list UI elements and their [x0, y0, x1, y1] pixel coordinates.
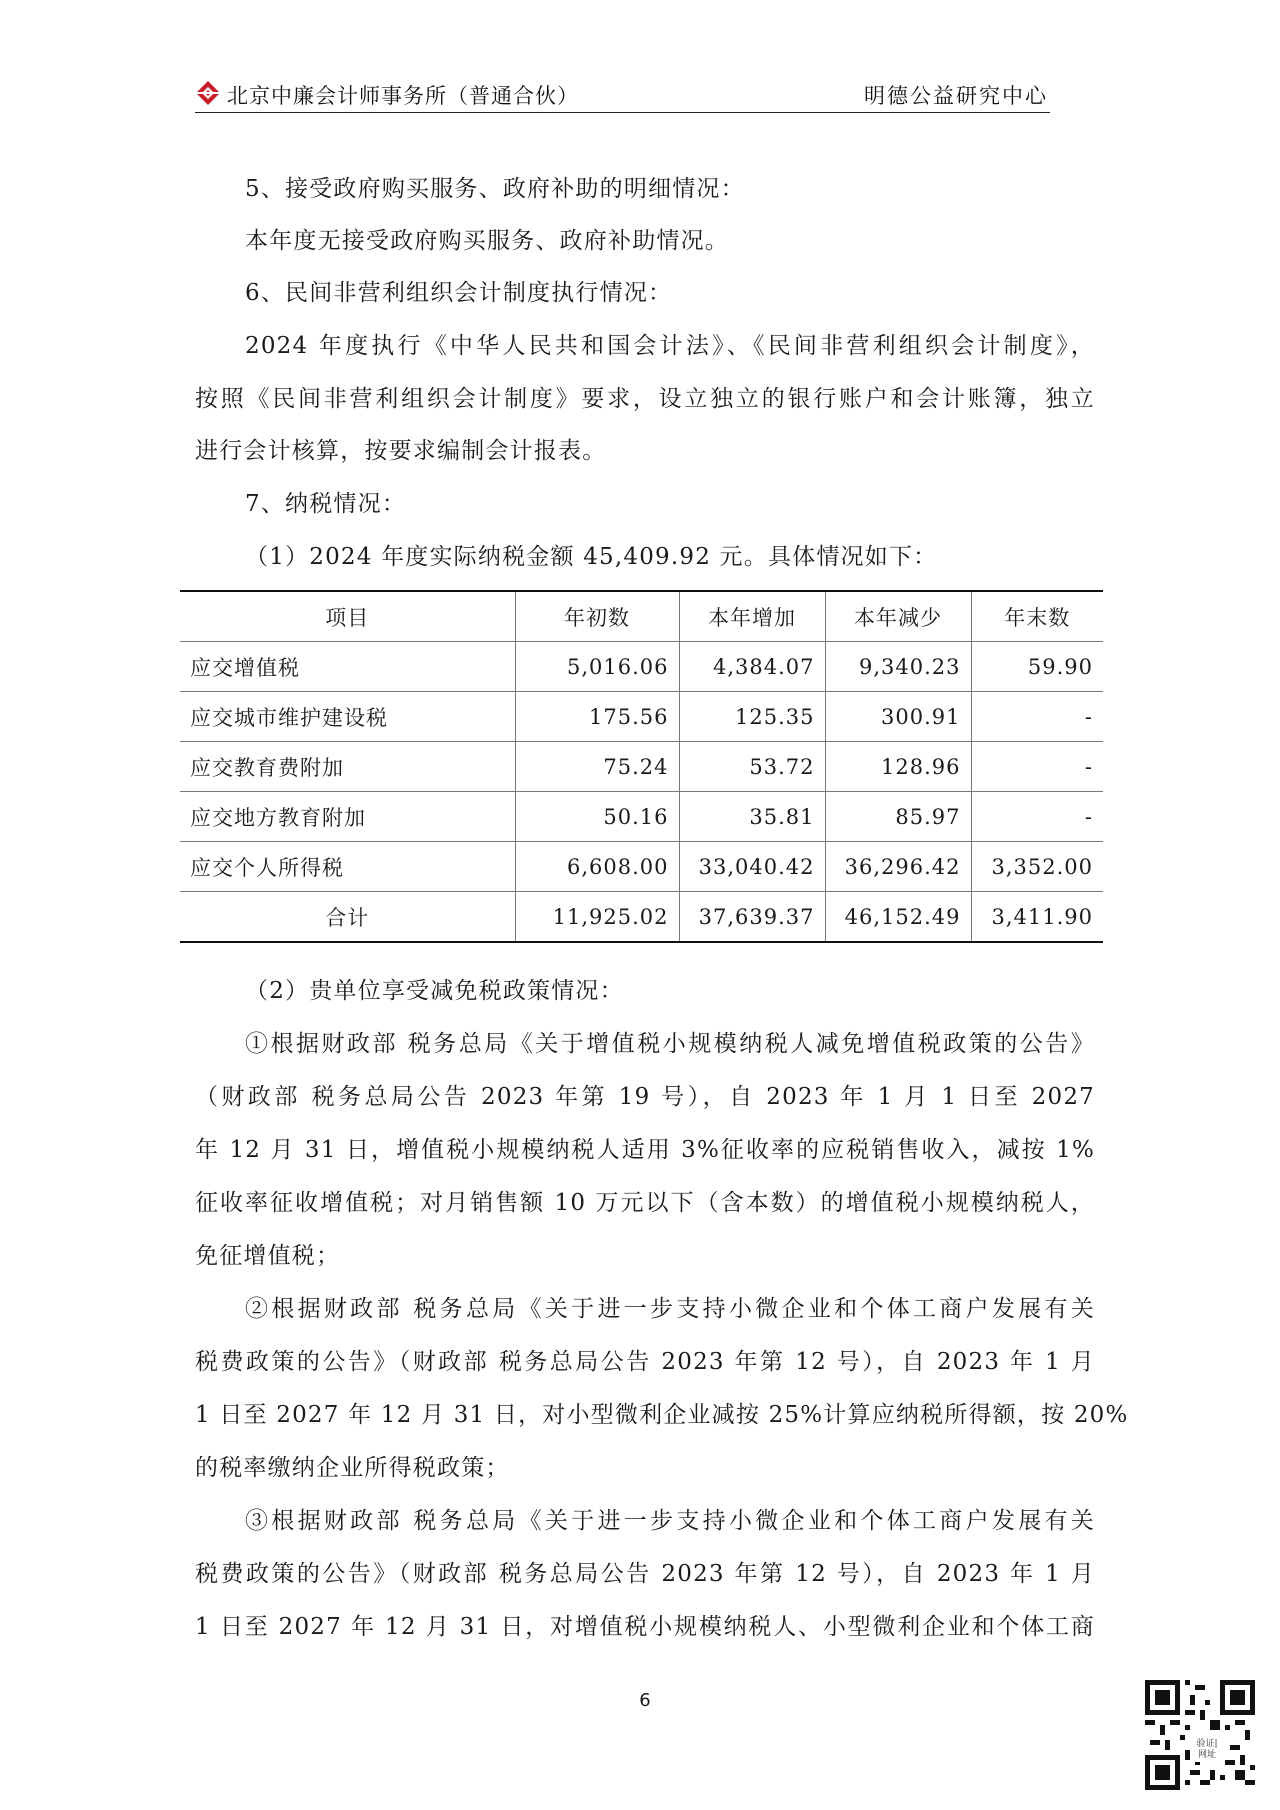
cell-increase: 33,040.42	[679, 842, 825, 892]
tax-table	[180, 590, 1103, 943]
cell-increase: 35.81	[679, 792, 825, 842]
policy-2-line: 税费政策的公告》（财政部 税务总局公告 2023 年第 12 号），自 2023 年 1 月	[195, 1349, 1095, 1375]
cell-decrease: 36,296.42	[825, 842, 971, 892]
section-5-title: 5、接受政府购买服务、政府补助的明细情况：	[245, 176, 745, 202]
cell-decrease: 9,340.23	[825, 642, 971, 692]
table-row	[180, 792, 1103, 842]
policy-2-line: ②根据财政部 税务总局《关于进一步支持小微企业和个体工商户发展有关	[245, 1296, 1095, 1322]
cell-decrease: 128.96	[825, 742, 971, 792]
cell-decrease: 300.91	[825, 692, 971, 742]
total-opening: 11,925.02	[515, 892, 679, 943]
cell-closing: -	[971, 792, 1103, 842]
qr-label: 验证|网址	[1192, 1738, 1222, 1762]
cell-increase: 125.35	[679, 692, 825, 742]
section-6-body-line: 2024 年度执行《中华人民共和国会计法》、《民间非营利组织会计制度》，	[245, 333, 1095, 359]
section-6-body-line: 按照《民间非营利组织会计制度》要求，设立独立的银行账户和会计账簿，独立	[195, 386, 1095, 412]
total-label: 合计	[180, 892, 515, 943]
policy-1-line: 征收率征收增值税；对月销售额 10 万元以下（含本数）的增值税小规模纳税人，	[195, 1190, 1095, 1216]
row-label: 应交增值税	[180, 642, 515, 692]
total-decrease: 46,152.49	[825, 892, 971, 943]
section-7-sub2: （2）贵单位享受减免税政策情况：	[245, 978, 624, 1004]
client-name: 明德公益研究中心	[864, 84, 1048, 108]
firm-name: 北京中廉会计师事务所（普通合伙）	[227, 84, 579, 108]
cell-closing: -	[971, 742, 1103, 792]
total-closing: 3,411.90	[971, 892, 1103, 943]
verification-qr-code-icon[interactable]	[1145, 1680, 1255, 1790]
policy-1-line: 免征增值税；	[195, 1243, 341, 1269]
table-row	[180, 842, 1103, 892]
cell-opening: 6,608.00	[515, 842, 679, 892]
col-header-increase: 本年增加	[679, 591, 825, 642]
policy-3-line: 1 日至 2027 年 12 月 31 日，对增值税小规模纳税人、小型微利企业和个体工商	[195, 1614, 1095, 1640]
cell-opening: 50.16	[515, 792, 679, 842]
table-header-row	[180, 591, 1103, 642]
cell-closing: -	[971, 692, 1103, 742]
cell-increase: 53.72	[679, 742, 825, 792]
section-6-title: 6、民间非营利组织会计制度执行情况：	[245, 280, 673, 306]
cell-opening: 175.56	[515, 692, 679, 742]
cell-decrease: 85.97	[825, 792, 971, 842]
col-header-closing: 年末数	[971, 591, 1103, 642]
row-label: 应交教育费附加	[180, 742, 515, 792]
cell-opening: 75.24	[515, 742, 679, 792]
page-header	[195, 76, 1050, 113]
section-6-body-line: 进行会计核算，按要求编制会计报表。	[195, 438, 607, 464]
policy-1-line: ①根据财政部 税务总局《关于增值税小规模纳税人减免增值税政策的公告》	[245, 1031, 1095, 1057]
cell-closing: 3,352.00	[971, 842, 1103, 892]
row-label: 应交城市维护建设税	[180, 692, 515, 742]
col-header-item: 项目	[180, 591, 515, 642]
table-total-row	[180, 892, 1103, 943]
section-7-title: 7、纳税情况：	[245, 491, 407, 517]
firm-logo-icon	[195, 80, 221, 106]
section-7-sub1: （1）2024 年度实际纳税金额 45,409.92 元。具体情况如下：	[245, 544, 938, 570]
section-5-body: 本年度无接受政府购买服务、政府补助情况。	[245, 228, 729, 254]
policy-2-line: 1 日至 2027 年 12 月 31 日，对小型微利企业减按 25%计算应纳税所得额，按 20%	[195, 1402, 1129, 1428]
table-row	[180, 692, 1103, 742]
page-number: 6	[639, 1690, 651, 1711]
row-label: 应交地方教育附加	[180, 792, 515, 842]
col-header-decrease: 本年减少	[825, 591, 971, 642]
cell-increase: 4,384.07	[679, 642, 825, 692]
cell-closing: 59.90	[971, 642, 1103, 692]
cell-opening: 5,016.06	[515, 642, 679, 692]
col-header-opening: 年初数	[515, 591, 679, 642]
policy-1-line: （财政部 税务总局公告 2023 年第 19 号），自 2023 年 1 月 1 日至 2027	[195, 1084, 1095, 1110]
row-label: 应交个人所得税	[180, 842, 515, 892]
policy-1-line: 年 12 月 31 日，增值税小规模纳税人适用 3%征收率的应税销售收入，减按 1%	[195, 1137, 1095, 1163]
table-row	[180, 642, 1103, 692]
policy-3-line: 税费政策的公告》（财政部 税务总局公告 2023 年第 12 号），自 2023 年 1 月	[195, 1561, 1095, 1587]
policy-3-line: ③根据财政部 税务总局《关于进一步支持小微企业和个体工商户发展有关	[245, 1508, 1095, 1534]
table-row	[180, 742, 1103, 792]
policy-2-line: 的税率缴纳企业所得税政策；	[195, 1455, 510, 1481]
total-increase: 37,639.37	[679, 892, 825, 943]
